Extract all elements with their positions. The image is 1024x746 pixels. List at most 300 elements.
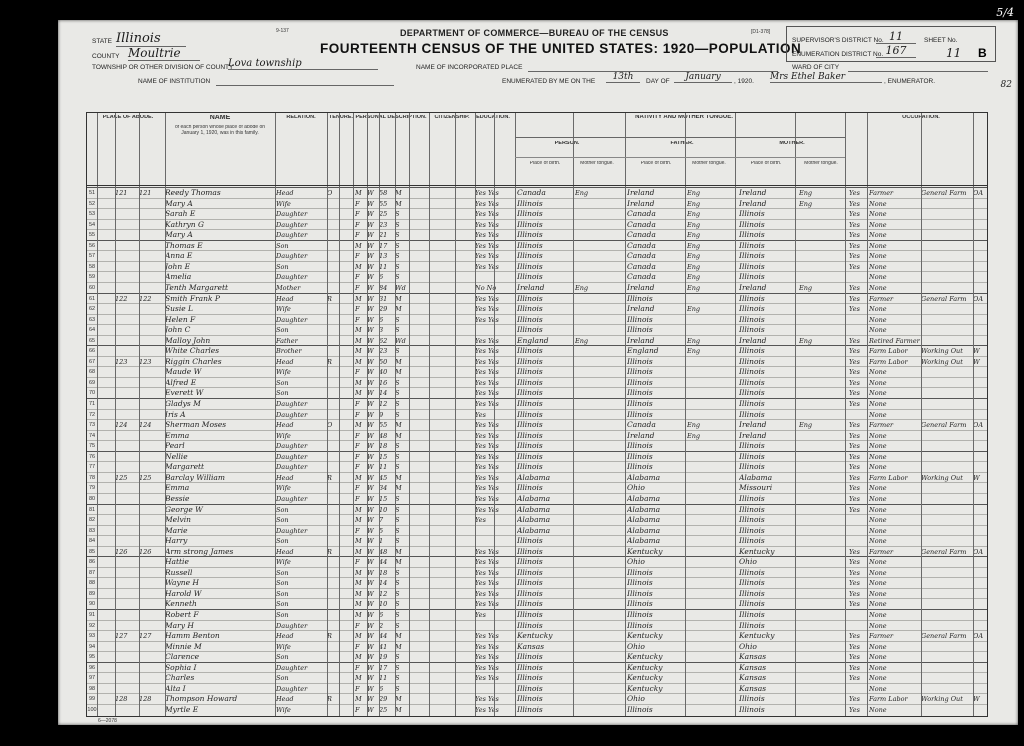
cell-sex: F — [355, 283, 360, 292]
cell-m-birth: Illinois — [739, 441, 765, 451]
header-citizenship: CITIZENSHIP. — [434, 115, 470, 120]
cell-race: W — [367, 378, 374, 387]
cell-line: 82 — [88, 517, 96, 524]
cell-eng: Yes — [849, 674, 860, 683]
cell-m-birth: Illinois — [739, 536, 765, 546]
cell-race: W — [367, 210, 374, 219]
cell-age: 11 — [379, 463, 388, 472]
header-name-desc: of each person whose place of abode on January 1, 1920, was in this family. — [174, 125, 266, 136]
cell-sex: M — [355, 653, 362, 662]
cell-name: Everett W — [165, 388, 204, 398]
cell-race: W — [367, 347, 374, 356]
cell-birth: Illinois — [517, 251, 543, 261]
cell-sex: F — [355, 410, 360, 419]
column-divider — [97, 113, 98, 716]
cell-name: Smith Frank P — [165, 293, 220, 303]
cell-eng: Yes — [849, 600, 860, 609]
cell-race: W — [367, 674, 374, 683]
cell-birth: Illinois — [517, 420, 543, 430]
cell-f-birth: Canada — [627, 240, 656, 250]
cell-marital: S — [395, 262, 400, 271]
cell-f-tongue: Eng — [687, 431, 701, 440]
cell-f-birth: Illinois — [627, 356, 653, 366]
cell-birth: Illinois — [517, 346, 543, 356]
cell-f-birth: Illinois — [627, 399, 653, 408]
ward-label: WARD OF CITY — [792, 64, 840, 71]
cell-edu: Yes Yes — [475, 632, 499, 641]
cell-race: W — [367, 305, 374, 314]
cell-edu: Yes — [475, 410, 486, 419]
ward-line — [848, 64, 988, 72]
cell-marital: S — [395, 505, 400, 514]
cell-line: 87 — [88, 569, 96, 576]
cell-occ: None — [869, 431, 887, 440]
cell-race: W — [367, 547, 374, 556]
cell-relation: Son — [276, 389, 289, 398]
cell-ind: General Farm — [921, 547, 967, 556]
cell-line: 60 — [88, 284, 96, 291]
form-code: [D1-378] — [751, 29, 771, 35]
cell-marital: S — [395, 210, 400, 219]
institution-label: NAME OF INSTITUTION — [138, 78, 211, 85]
cell-age: 10 — [379, 505, 388, 514]
cell-edu: No No — [475, 283, 497, 292]
cell-name: Anna E — [165, 251, 193, 261]
cell-occ: None — [869, 526, 887, 535]
cell-marital: S — [395, 241, 400, 250]
cell-relation: Head — [276, 294, 294, 303]
cell-marital: M — [395, 558, 402, 567]
cell-relation: Wife — [276, 705, 291, 714]
cell-relation: Head — [276, 547, 294, 556]
cell-age: 16 — [379, 378, 388, 387]
cell-occ: None — [869, 579, 887, 588]
cell-m-birth: Illinois — [739, 599, 765, 609]
cell-f-tongue: Eng — [687, 262, 701, 271]
cell-f-birth: Illinois — [627, 599, 653, 609]
cell-line: 72 — [88, 411, 96, 418]
cell-relation: Daughter — [276, 526, 308, 535]
cell-f-tongue: Eng — [687, 421, 701, 430]
cell-age: 50 — [379, 357, 388, 366]
cell-birth: Illinois — [517, 325, 543, 335]
cell-name: Thompson Howard — [165, 694, 238, 704]
cell-tongue — [575, 705, 621, 716]
cell-sex: M — [355, 357, 362, 366]
cell-f-birth: Illinois — [627, 704, 653, 714]
cell-edu: Yes Yes — [475, 231, 499, 240]
cell-name: Malloy John — [165, 335, 211, 345]
cell-occ: None — [869, 558, 887, 567]
sheet-label: SHEET No. — [924, 37, 958, 44]
cell-birth: Illinois — [517, 557, 543, 567]
cell-line: 59 — [88, 274, 96, 281]
cell-name: Robert F — [165, 610, 199, 619]
cell-relation: Brother — [276, 347, 302, 356]
cell-m-birth: Illinois — [739, 399, 765, 408]
cell-relation: Daughter — [276, 442, 308, 451]
cell-f-birth: Ireland — [627, 198, 655, 208]
cell-age: 41 — [379, 642, 388, 651]
cell-f-birth: Canada — [627, 209, 656, 219]
cell-eng: Yes — [849, 189, 860, 197]
cell-tenure — [327, 705, 339, 716]
cell-f-birth: Illinois — [627, 578, 653, 588]
cell-age: 25 — [379, 705, 388, 714]
cell-f-tongue: Eng — [687, 283, 701, 292]
column-divider — [515, 113, 516, 716]
cell-line: 80 — [88, 495, 96, 502]
nativity-subdivider — [515, 137, 845, 138]
cell-marital: M — [395, 642, 402, 651]
cell-line: 78 — [88, 474, 96, 481]
cell-name: Susie L — [165, 304, 194, 314]
cell-name: Sherman Moses — [165, 420, 227, 430]
cell-f-birth: Illinois — [627, 367, 653, 377]
cell-line: 74 — [88, 432, 96, 439]
cell-ind: Working Out — [921, 347, 963, 356]
cell-name: Minnie M — [165, 641, 202, 651]
cell-edu: Yes Yes — [475, 357, 499, 366]
header-father-birth: Place of birth. — [640, 161, 672, 166]
form-number: 9-137 — [276, 28, 289, 34]
cell-edu: Yes Yes — [475, 558, 499, 567]
cell-cls — [973, 705, 987, 716]
cell-relation: Wife — [276, 431, 291, 440]
cell-age: 6 — [379, 684, 384, 693]
incorporated-line — [528, 64, 778, 72]
cell-eng: Yes — [849, 568, 860, 577]
cell-f-birth: Illinois — [627, 377, 653, 387]
cell-marital: Wd — [395, 283, 406, 292]
cell-occ: None — [869, 315, 887, 324]
cell-age: 14 — [379, 579, 388, 588]
cell-m-birth: Illinois — [739, 356, 765, 366]
cell-birth: Ireland — [517, 282, 545, 292]
cell-f-birth: Kentucky — [627, 546, 663, 556]
supervisor-value: 11 — [876, 30, 916, 44]
cell-marital: M — [395, 705, 402, 714]
cell-birth: Illinois — [517, 483, 543, 493]
cell-m-birth: Illinois — [739, 493, 765, 503]
cell-sex: M — [355, 589, 362, 598]
cell-name: Melvin — [165, 515, 191, 525]
cell-m-birth: Illinois — [739, 314, 765, 324]
cell-age: 18 — [379, 568, 388, 577]
cell-f-tongue: Eng — [687, 220, 701, 229]
cell-m-birth: Illinois — [739, 367, 765, 377]
cell-sex: F — [355, 368, 360, 377]
cell-sex: F — [355, 305, 360, 314]
cell-relation: Son — [276, 262, 289, 271]
cell-birth: Illinois — [517, 567, 543, 577]
cell-sex: M — [355, 611, 362, 619]
cell-family: 122 — [139, 294, 152, 303]
cell-name: Mary A — [165, 230, 193, 240]
cell-birth: Illinois — [517, 209, 543, 219]
cell-sex: F — [355, 663, 360, 672]
cell-marital: M — [395, 632, 402, 641]
cell-sex: M — [355, 336, 362, 345]
corner-page-mark: 5/4 — [996, 6, 1014, 19]
cell-sex: F — [355, 642, 360, 651]
header-tenure: TENURE. — [328, 115, 354, 120]
header-name: NAME — [209, 115, 231, 121]
cell-line: 53 — [88, 211, 96, 218]
cell-eng: Yes — [849, 262, 860, 271]
cell-relation: Son — [276, 326, 289, 335]
cell-line: 71 — [88, 401, 96, 407]
cell-sex: M — [355, 347, 362, 356]
county-label: COUNTY — [92, 53, 120, 60]
township-value: Lova township — [228, 58, 378, 70]
incorporated-label: NAME OF INCORPORATED PLACE — [416, 64, 523, 71]
cell-occ: Farm Labor — [869, 695, 908, 704]
cell-marital: S — [395, 611, 400, 619]
cell-marital: S — [395, 568, 400, 577]
column-divider — [973, 113, 974, 716]
cell-edu: Yes Yes — [475, 473, 499, 482]
cell-name: Mary A — [165, 198, 193, 208]
cell-occ: None — [869, 262, 887, 271]
cell-race: W — [367, 684, 374, 693]
cell-name: Riggin Charles — [165, 356, 222, 366]
cell-name: Alfred E — [165, 377, 197, 387]
cell-line: 58 — [88, 263, 96, 270]
cell-line: 90 — [88, 601, 96, 608]
cell-f-birth: Illinois — [627, 620, 653, 630]
cell-race: W — [367, 294, 374, 303]
cell-birth: Illinois — [517, 578, 543, 588]
cell-m-birth: Illinois — [739, 515, 765, 525]
cell-sex: F — [355, 315, 360, 324]
cell-age: 34 — [379, 484, 388, 493]
cell-relation: Son — [276, 537, 289, 546]
cell-birth: Illinois — [517, 219, 543, 229]
cell-relation: Daughter — [276, 220, 308, 229]
cell-m-birth: Illinois — [739, 293, 765, 303]
cell-birth: Illinois — [517, 293, 543, 303]
cell-race: W — [367, 189, 374, 197]
cell-birth: Illinois — [517, 610, 543, 619]
header-mother-tongue: Mother tongue. — [804, 161, 838, 166]
column-divider — [275, 113, 276, 716]
cell-birth: Illinois — [517, 694, 543, 704]
cell-sex: F — [355, 442, 360, 451]
cell-f-tongue — [687, 705, 733, 716]
column-divider — [494, 113, 495, 716]
cell-race: W — [367, 252, 374, 261]
cell-edu: Yes Yes — [475, 547, 499, 556]
cell-tenure: R — [327, 294, 332, 303]
cell-occ: None — [869, 231, 887, 240]
cell-age: 10 — [379, 600, 388, 609]
state-label: STATE — [92, 38, 112, 45]
cell-name: Clarence — [165, 652, 200, 662]
cell-race: W — [367, 336, 374, 345]
enumerator-name: Mrs Ethel Baker — [770, 72, 882, 83]
cell-ind — [921, 705, 973, 716]
header-nativity: NATIVITY AND MOTHER TONGUE. — [635, 115, 733, 120]
cell-name: Nellie — [165, 451, 188, 461]
cell-line: 83 — [88, 527, 96, 534]
cell-edu: Yes Yes — [475, 568, 499, 577]
cell-race: W — [367, 400, 374, 408]
cell-name: Reedy Thomas — [165, 188, 221, 197]
cell-age: 2 — [379, 621, 384, 630]
cell-name: Barclay William — [165, 472, 226, 482]
cell-edu: Yes Yes — [475, 463, 499, 472]
cell-marital: S — [395, 579, 400, 588]
cell-occ: Farmer — [869, 632, 894, 641]
cell-sex: M — [355, 294, 362, 303]
cell-occ: None — [869, 378, 887, 387]
cell-birth: Illinois — [517, 430, 543, 440]
cell-m-birth: Illinois — [739, 409, 765, 419]
cell-relation: Head — [276, 695, 294, 704]
cell-tongue: Eng — [575, 283, 589, 292]
cell-age: 29 — [379, 695, 388, 704]
cell-occ: None — [869, 273, 887, 282]
cell-eng: Yes — [849, 579, 860, 588]
cell-dwelling: 126 — [115, 547, 128, 556]
cell-occ: None — [869, 505, 887, 514]
cell-birth: Illinois — [517, 451, 543, 461]
cell-f-tongue: Eng — [687, 305, 701, 314]
cell-family: 124 — [139, 421, 152, 430]
cell-edu: Yes Yes — [475, 663, 499, 672]
cell-line: 63 — [88, 316, 96, 323]
cell-m-birth: Ireland — [739, 420, 767, 430]
cell-race: W — [367, 695, 374, 704]
cell-race: W — [367, 653, 374, 662]
cell-line: 86 — [88, 559, 96, 566]
cell-f-birth: Alabama — [627, 536, 661, 546]
cell-occ: None — [869, 463, 887, 472]
cell-relation: Son — [276, 611, 289, 619]
cell-eng: Yes — [849, 642, 860, 651]
cell-f-birth: Canada — [627, 261, 656, 271]
cell-occ: None — [869, 389, 887, 398]
cell-sex: M — [355, 262, 362, 271]
cell-f-birth: England — [627, 346, 659, 356]
cell-m-birth: Kansas — [739, 652, 767, 662]
cell-age: 17 — [379, 241, 388, 250]
cell-f-birth: Illinois — [627, 388, 653, 398]
cell-relation: Daughter — [276, 410, 308, 419]
cell-eng: Yes — [849, 421, 860, 430]
cell-race: W — [367, 642, 374, 651]
cell-birth: Alabama — [517, 472, 551, 482]
cell-eng: Yes — [849, 199, 860, 208]
cell-f-tongue: Eng — [687, 273, 701, 282]
cell-marital: S — [395, 410, 400, 419]
cell-f-tongue: Eng — [687, 231, 701, 240]
cell-f-birth: Illinois — [627, 409, 653, 419]
cell-f-birth: Kentucky — [627, 631, 663, 641]
cell-race: W — [367, 558, 374, 567]
cell-m-birth: Illinois — [739, 588, 765, 598]
cell-race: W — [367, 663, 374, 672]
cell-relation: Son — [276, 516, 289, 525]
cell-edu: Yes Yes — [475, 294, 499, 303]
header-person-birth: Place of birth. — [529, 161, 561, 166]
cell-m-birth: Illinois — [739, 462, 765, 472]
cell-name: Harold W — [165, 588, 202, 598]
cell-line: 51 — [88, 190, 96, 196]
cell-race: W — [367, 600, 374, 609]
cell-m-birth: Illinois — [739, 388, 765, 398]
column-divider — [475, 113, 476, 716]
cell-marital: S — [395, 537, 400, 546]
cell-dwelling: 121 — [115, 189, 128, 197]
cell-cls: W — [973, 357, 980, 366]
cell-name: Gladys M — [165, 399, 201, 408]
cell-age: 14 — [379, 389, 388, 398]
cell-occ: None — [869, 442, 887, 451]
cell-edu: Yes Yes — [475, 241, 499, 250]
header-person: PERSON. — [554, 141, 580, 146]
cell-marital: S — [395, 231, 400, 240]
header-occupation: OCCUPATION. — [902, 115, 940, 120]
cell-name: Sophia I — [165, 662, 197, 672]
cell-marital: S — [395, 526, 400, 535]
cell-occ: None — [869, 653, 887, 662]
cell-relation: Son — [276, 600, 289, 609]
cell-birth: Illinois — [517, 409, 543, 419]
cell-eng: Yes — [849, 241, 860, 250]
cell-f-birth: Alabama — [627, 525, 661, 535]
cell-race: W — [367, 431, 374, 440]
cell-f-birth: Ireland — [627, 282, 655, 292]
cell-m-birth: Illinois — [739, 325, 765, 335]
cell-f-birth: Ireland — [627, 430, 655, 440]
cell-race: W — [367, 442, 374, 451]
cell-f-birth: Canada — [627, 420, 656, 430]
cell-line: 67 — [88, 358, 96, 365]
cell-m-tongue: Eng — [799, 336, 813, 345]
cell-race: W — [367, 241, 374, 250]
cell-name: George W — [165, 504, 203, 514]
cell-birth: Alabama — [517, 525, 551, 535]
cell-cls: OA — [973, 632, 984, 641]
cell-occ: None — [869, 516, 887, 525]
cell-eng: Yes — [849, 452, 860, 461]
cell-marital: S — [395, 463, 400, 472]
cell-birth: Illinois — [517, 441, 543, 451]
cell-eng: Yes — [849, 473, 860, 482]
cell-sex: F — [355, 484, 360, 493]
cell-edu: Yes Yes — [475, 579, 499, 588]
cell-birth: Illinois — [517, 673, 543, 683]
cell-tongue: Eng — [575, 336, 589, 345]
cell-cls: W — [973, 347, 980, 356]
cell-f-birth: Illinois — [627, 588, 653, 598]
cell-m-birth: Illinois — [739, 504, 765, 514]
cell-eng: Yes — [849, 547, 860, 556]
cell-edu: Yes Yes — [475, 336, 499, 345]
cell-m-birth: Illinois — [739, 230, 765, 240]
cell-m-birth: Kentucky — [739, 631, 775, 641]
cell-m-tongue: Eng — [799, 189, 813, 197]
column-divider — [327, 113, 328, 716]
cell-marital: M — [395, 199, 402, 208]
cell-sex: M — [355, 241, 362, 250]
cell-occ: None — [869, 305, 887, 314]
cell-family: 121 — [139, 189, 152, 197]
cell-name: Russell — [165, 567, 193, 577]
enumerated-month: January — [674, 72, 732, 83]
